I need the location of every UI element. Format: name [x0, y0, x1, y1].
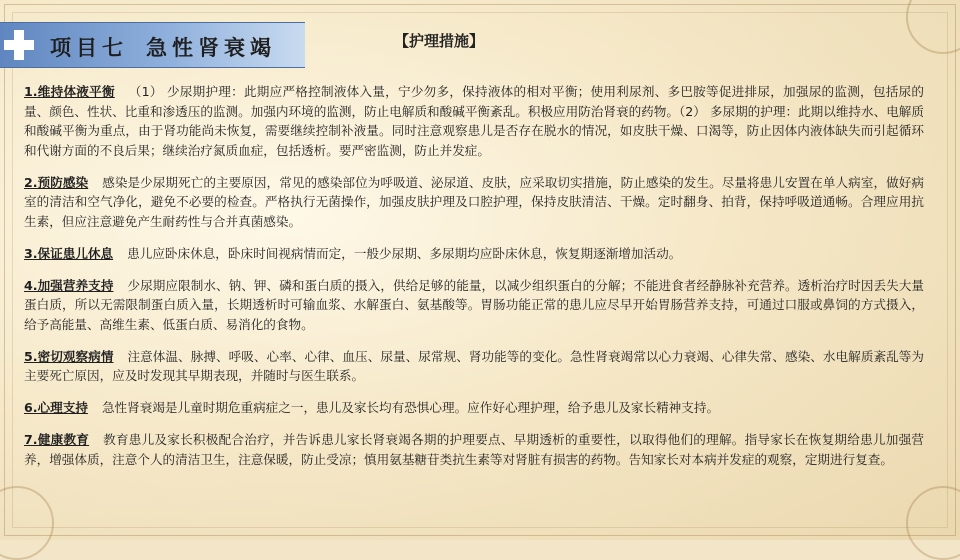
section-item — [24, 276, 924, 335]
content-body — [24, 82, 924, 482]
section-item — [24, 398, 924, 418]
section-label: 1.维持体液平衡 — [24, 84, 115, 99]
section-label: 6.心理支持 — [24, 400, 88, 415]
section-text: 少尿期应限制水、钠、钾、磷和蛋白质的摄入，供给足够的能量，以减少组织蛋白的分解；不能进食者经静脉补充营养。透析治疗时因丢失大量蛋白质，所以无需限制蛋白质入量，长期透析时可输血浆、水解蛋白、氨基酸等。胃肠功能正常的患儿应尽早开始胃肠营养支持，可通过口服或鼻饲的方式摄入，给予高能量、高维生素、低蛋白质、易消化的食物。 — [24, 277, 924, 332]
section-label: 5.密切观察病情 — [24, 348, 114, 364]
section-label: 4.加强营养支持 — [24, 277, 114, 293]
medical-cross-icon — [4, 30, 34, 60]
section-item — [24, 82, 924, 160]
chapter-topic: 急性肾衰竭 — [146, 35, 276, 60]
chapter-title — [50, 32, 276, 62]
section-title: 【护理措施】 — [394, 32, 485, 50]
section-item — [24, 347, 924, 386]
chapter-number: 项目七 — [50, 35, 128, 60]
section-label: 2.预防感染 — [24, 174, 89, 190]
section-item — [24, 430, 924, 469]
section-text: 注意体温、脉搏、呼吸、心率、心律、血压、尿量、尿常规、肾功能等的变化。急性肾衰竭常以心力衰竭、心律失常、感染、水电解质紊乱等为主要死亡原因，应及时发现其早期表现，并随时与医生联系。 — [24, 348, 924, 383]
section-text: 患儿应卧床休息，卧床时间视病情而定，一般少尿期、多尿期均应卧床休息，恢复期逐渐增加活动。 — [127, 245, 682, 261]
section-item — [24, 244, 924, 264]
section-text: 感染是少尿期死亡的主要原因，常见的感染部位为呼吸道、泌尿道、皮肤，应采取切实措施，防止感染的发生。尽量将患儿安置在单人病室，做好病室的清洁和空气净化，避免不必要的检查。严格执行无菌操作，加强皮肤护理及口腔护理，保持皮肤清洁、干燥。定时翻身、拍背，保持呼吸道通畅。合理应用抗生素，但应注意避免产生耐药性与合并真菌感染。 — [24, 174, 924, 229]
section-label: 7.健康教育 — [24, 432, 90, 447]
section-text: 教育患儿及家长积极配合治疗，并告诉患儿家长肾衰竭各期的护理要点、早期透析的重要性，以取得他们的理解。指导家长在恢复期给患儿加强营养，增强体质，注意个人的清洁卫生，注意保暖，防止受凉；慎用氨基糖苷类抗生素等对肾脏有损害的药物。告知家长对本病并发症的观察，定期进行复查。 — [24, 432, 924, 467]
section-label: 3.保证患儿休息 — [24, 245, 114, 261]
chapter-header-bar — [0, 22, 305, 68]
section-text: （1） 少尿期护理：此期应严格控制液体入量，宁少勿多，保持液体的相对平衡；使用利尿剂、多巴胺等促进排尿，加强尿的监测，包括尿的量、颜色、性状、比重和渗透压的监测。加强内环境的监测，防止电解质和酸碱平衡紊乱。积极应用防治肾衰的药物。（2） 多尿期的护理：此期以维持水、电解质和酸碱平衡为重点，由于肾功能尚未恢复，需要继续控制补液量。同时注意观察患儿是否存在脱水的情况，如皮肤干燥、口渴等，防止因体内液体缺失而引起循环和代谢方面的不良后果；继续治疗氮质血症，包括透析。要严密监测，防止并发症。 — [24, 84, 924, 158]
section-item — [24, 173, 924, 232]
section-text: 急性肾衰竭是儿童时期危重病症之一，患儿及家长均有恐惧心理。应作好心理护理，给予患儿及家长精神支持。 — [101, 400, 720, 415]
